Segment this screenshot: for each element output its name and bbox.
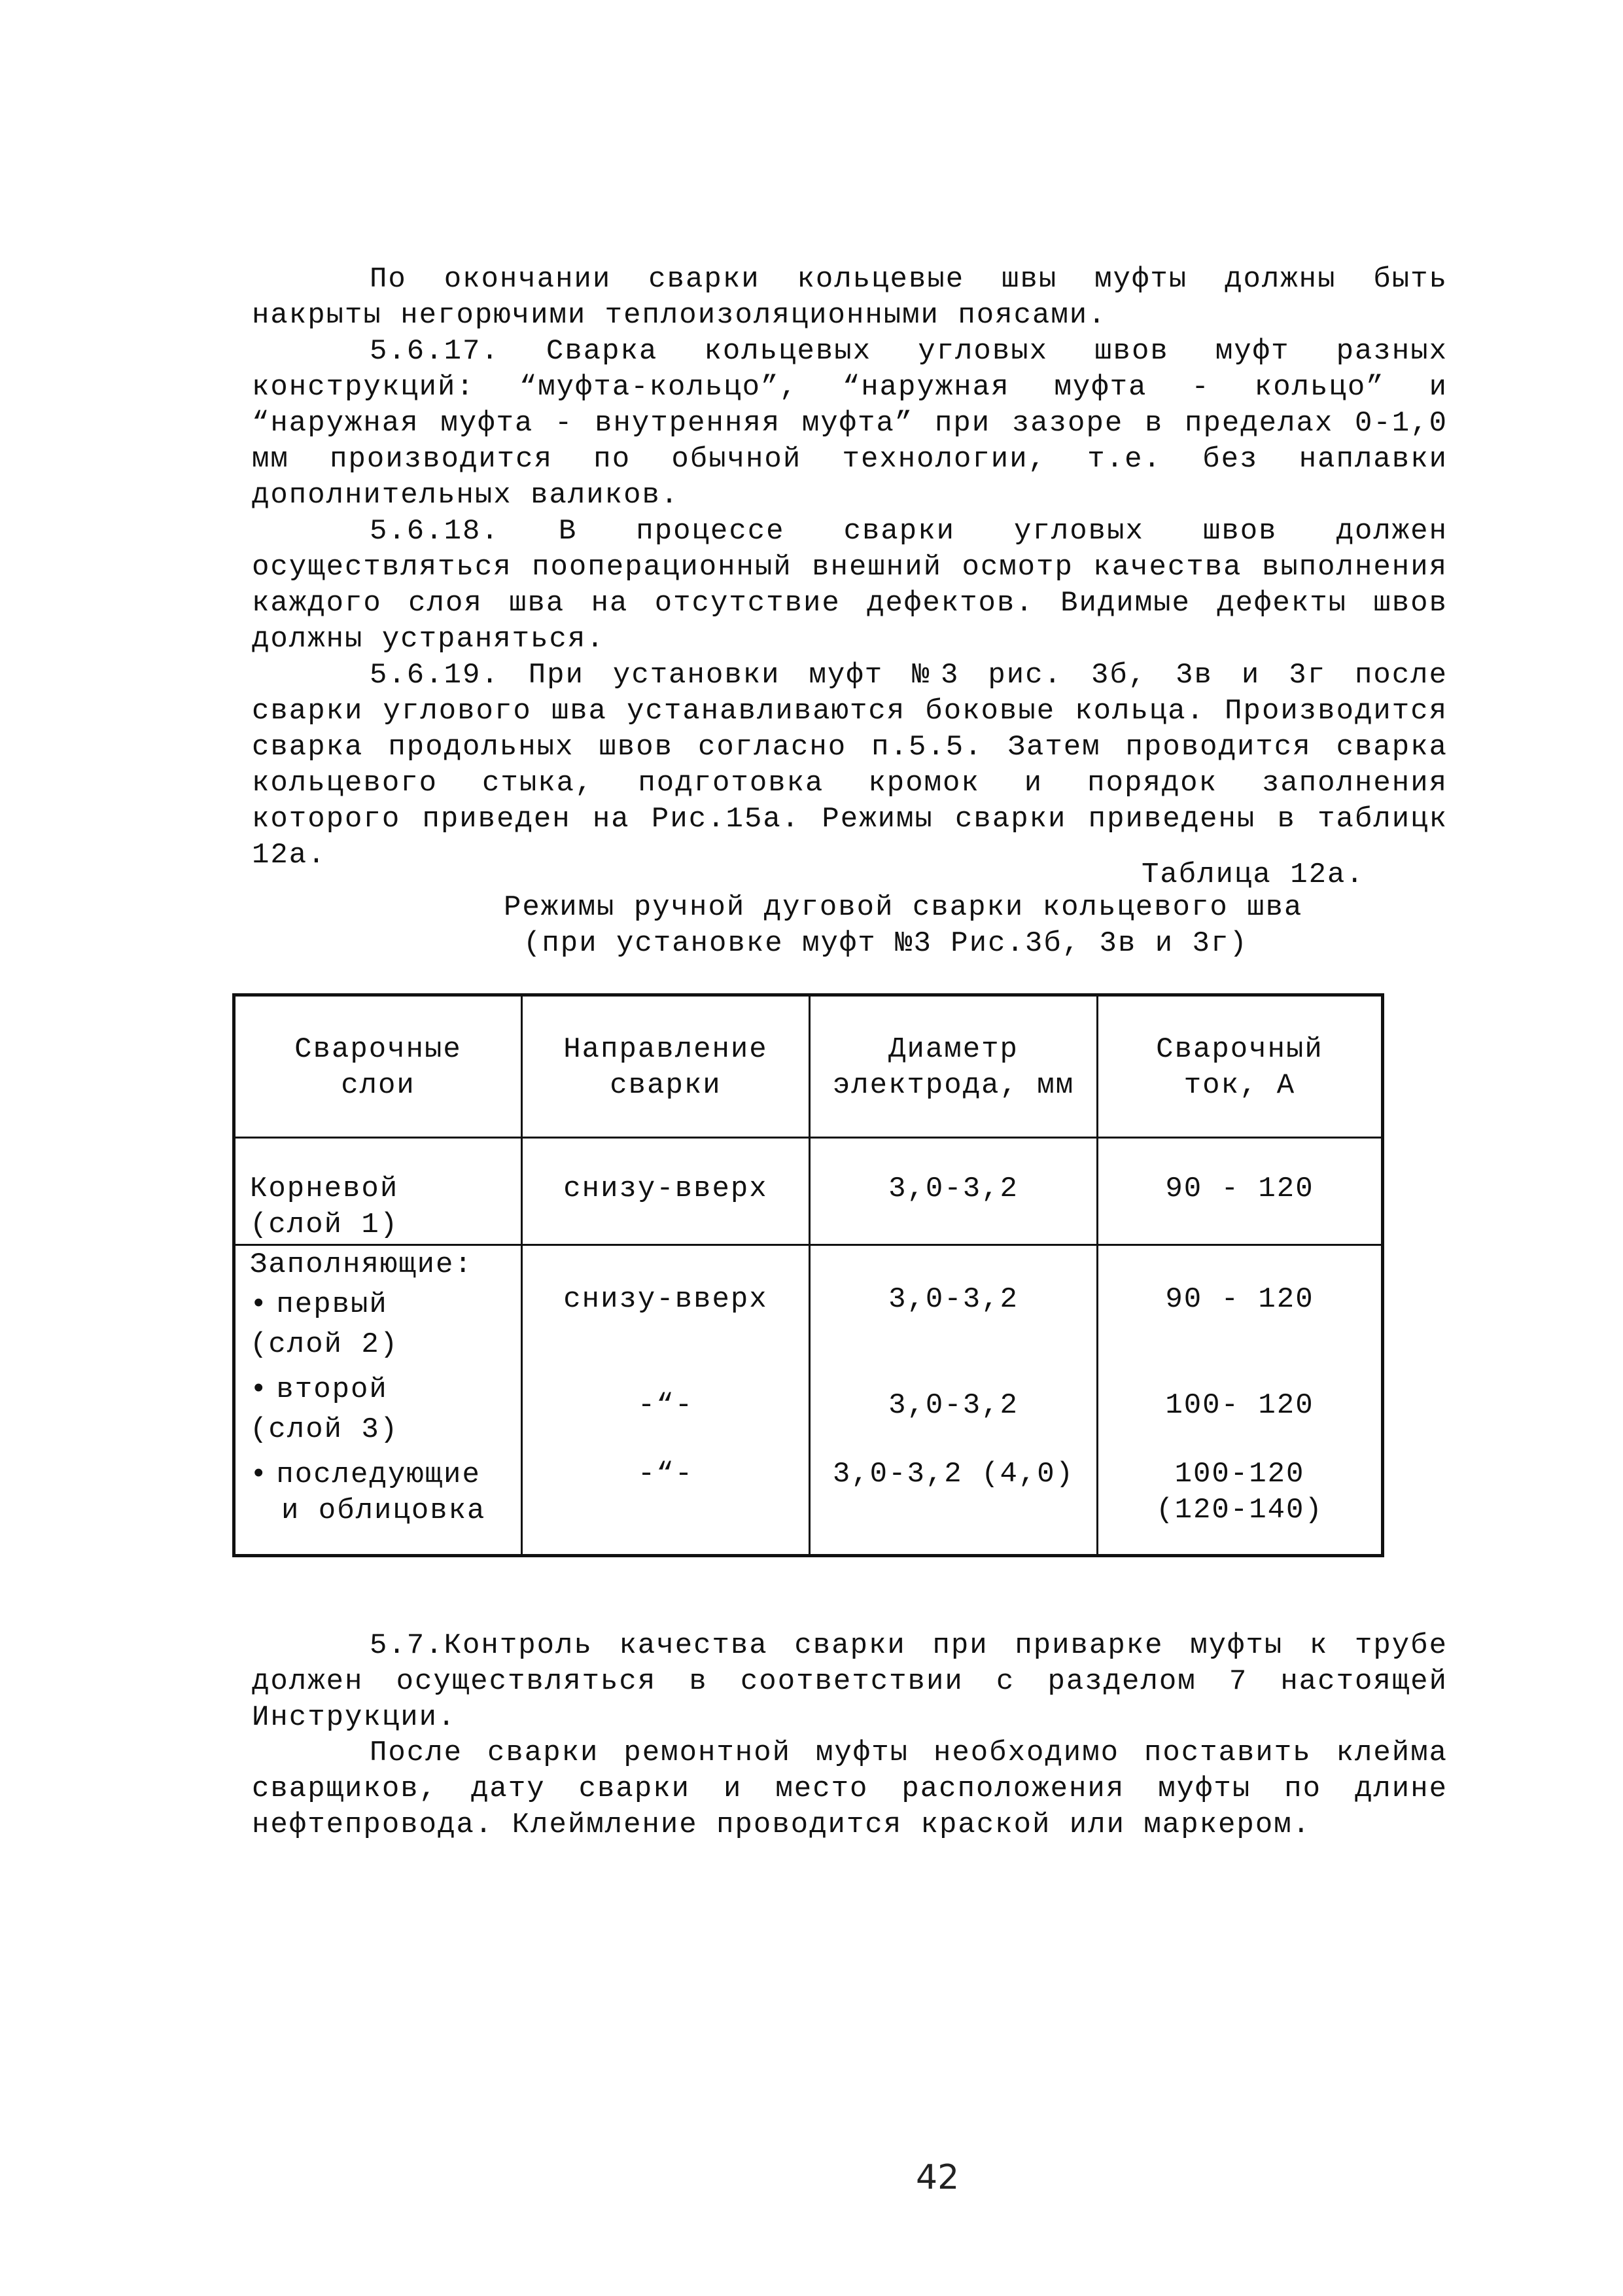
table-row-fill	[234, 1245, 1383, 1556]
root-layer-cell: Корневой (слой 1)	[234, 1138, 522, 1245]
fill-current-cell: 90 - 120 100- 120 100-120 (120-140)	[1098, 1245, 1383, 1556]
page-number: 42	[916, 2158, 960, 2197]
fill-heading: Заполняющие:	[250, 1248, 473, 1281]
paragraph-5-6-19: 5.6.19. При установки муфт №3 рис. 3б, 3в и 3г после сварки углового шва устанавливаются боковые кольца. Производится сварка продольных швов согласно п.5.5. Затем проводится сварка кольцевого стыка, подготовка кромок и порядок заполнения которого приведен на Рис.15а. Режимы сварки приведены в таблицк 12а.	[252, 659, 1448, 872]
table-title-line-1: Режимы ручной дуговой сварки кольцевого шва	[504, 891, 1303, 924]
table-label: Таблица 12а.	[1142, 858, 1365, 891]
fill-item-second: • второй	[250, 1372, 521, 1408]
root-diameter-cell: 3,0-3,2	[810, 1138, 1098, 1245]
table-header-row	[234, 995, 1383, 1138]
paragraph-5-7: 5.7.Контроль качества сварки при приварке муфты к трубе должен осуществляться в соответствии с разделом 7 настоящей Инструкции.	[252, 1629, 1448, 1734]
paragraph-marking: После сварки ремонтной муфты необходимо поставить клейма сварщиков, дату сварки и место расположения муфты по длине нефтепровода. Клеймление проводится краской или маркером.	[252, 1737, 1448, 1841]
paragraph-5-6-18: 5.6.18. В процессе сварки угловых швов должен осуществляться пооперационный внешний осмотр качества выполнения каждого слоя шва на отсутствие дефектов. Видимые дефекты швов должны устраняться.	[252, 515, 1448, 656]
root-direction-cell: снизу-вверх	[522, 1138, 810, 1245]
welding-modes-table	[232, 993, 1384, 1557]
fill-layer-cell: Заполняющие: • первый (слой 2) • второй (слой 3) • последующие и облицовка	[234, 1245, 522, 1556]
table-title-line-2: (при установке муфт №3 Рис.3б, 3в и 3г)	[523, 927, 1248, 960]
header-current: Сварочный ток, А	[1098, 995, 1383, 1138]
root-current-cell: 90 - 120	[1098, 1138, 1383, 1245]
header-layers: Сварочные слои	[234, 995, 522, 1138]
paragraph-5-6-17: 5.6.17. Сварка кольцевых угловых швов муфт разных конструкций: “муфта-кольцо”, “наружная муфта - кольцо” и “наружная муфта - внутренняя муфта” при зазоре в пределах 0-1,0 мм производится по обычной технологии, т.е. без наплавки дополнительных валиков.	[252, 335, 1448, 512]
fill-item-subsequent: • последующие	[250, 1457, 521, 1493]
fill-direction-cell: снизу-вверх -“- -“-	[522, 1245, 810, 1556]
table-row-root	[234, 1138, 1383, 1245]
paragraph-insulation: По окончании сварки кольцевые швы муфты должны быть накрыты негорючими теплоизоляционными поясами.	[252, 263, 1448, 332]
header-direction: Направление сварки	[522, 995, 810, 1138]
header-diameter: Диаметр электрода, мм	[810, 995, 1098, 1138]
fill-diameter-cell: 3,0-3,2 3,0-3,2 3,0-3,2 (4,0)	[810, 1245, 1098, 1556]
fill-item-first: • первый	[250, 1287, 521, 1323]
